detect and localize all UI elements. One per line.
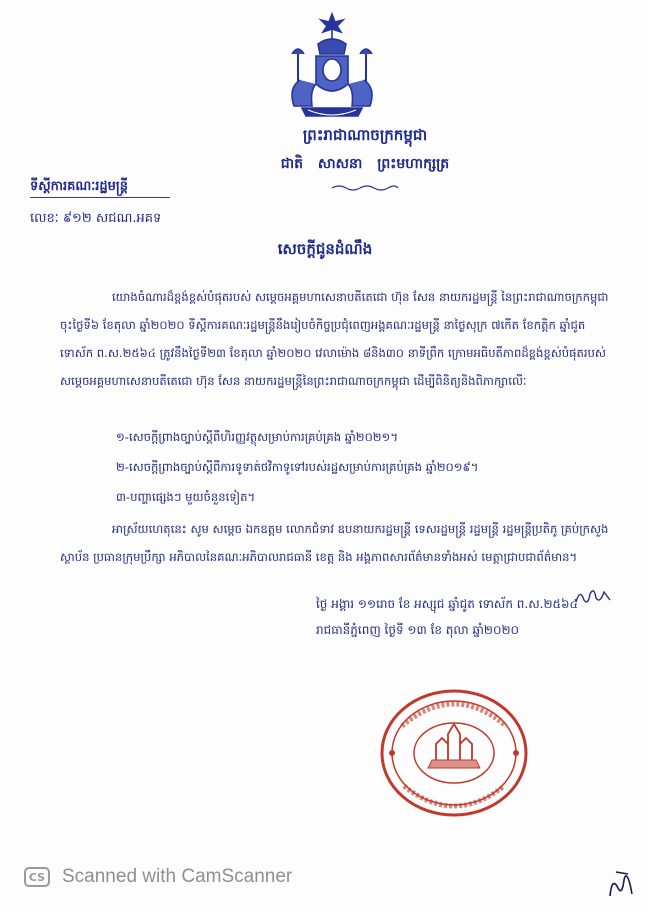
paragraph-text: យោងចំណារដ៏ខ្ពង់ខ្ពស់បំផុតរបស់ សម្តេចអគ្គមហាសេនាបតីតេជោ ហ៊ុន សែន នាយករដ្ឋមន្ត្រី នៃព្រះរាជាណាចក្រកម្ពុជា ចុះថ្ងៃទី៦ ខែតុលា ឆ្នាំ២០២០ ទីស្តីការគណៈរដ្ឋមន្ត្រីនឹងរៀបចំកិច្ចប្រជុំពេញអង្គគណៈរដ្ឋមន្ត្រី នាថ្ងៃសុក្រ ៧កើត ខែកត្តិក ឆ្នាំជូត ទោស័ក ព.ស.២៥៦៤ ត្រូវនឹងថ្ងៃទី២៣ ខែតុលា ឆ្នាំ២០២០ វេលាម៉ោង ៨និង៣០ នាទីព្រឹក ក្រោមអធិបតីភាពដ៏ខ្ពង់ខ្ពស់បំផុតរបស់ សម្តេចអគ្គមហាសេនាបតីតេជោ ហ៊ុន សែន នាយករដ្ឋមន្ត្រីនៃព្រះរាជាណាចក្រកម្ពុជា ដើម្បីពិនិត្យនិងពិភាក្សាលើៈ <box>60 290 609 388</box>
body-paragraph-2 <box>60 515 620 571</box>
scanner-watermark <box>24 866 292 888</box>
agenda-item: ២-សេចក្តីព្រាងច្បាប់ស្តីពីការទូទាត់ថវិកាទូទៅរបស់រដ្ឋសម្រាប់ការគ្រប់គ្រង ឆ្នាំ២០១៩។ <box>116 460 479 474</box>
national-motto: ជាតិ សាសនា ព្រះមហាក្សត្រ <box>280 156 450 172</box>
agenda-item: ១-សេចក្តីព្រាងច្បាប់ស្តីពីហិរញ្ញវត្ថុសម្រាប់ការគ្រប់គ្រង ឆ្នាំ២០២១។ <box>116 430 398 444</box>
issuing-office: ទីស្តីការគណៈរដ្ឋមន្ត្រី <box>30 179 128 194</box>
paragraph-text: អាស្រ័យហេតុនេះ សូម សម្តេច ឯកឧត្តម លោកជំទាវ ឧបនាយករដ្ឋមន្ត្រី ទេសរដ្ឋមន្ត្រី រដ្ឋមន្ត្រី រដ្ឋមន្ត្រីប្រតិភូ គ្រប់ក្រសួង ស្ថាប័ន ប្រធានក្រុមប្រឹក្សា អភិបាលនៃគណៈអភិបាលរាជធានី ខេត្ត និង អង្គភាពសារព័ត៌មានទាំងអស់ មេត្តាជ្រាបជាព័ត៌មាន។ <box>60 522 609 564</box>
reference-number: លេខៈ ៩១២ សជណ.អគទ <box>30 211 162 226</box>
scanner-text: Scanned with CamScanner <box>62 866 293 887</box>
agenda-list <box>116 422 636 512</box>
royal-arms-emblem-icon <box>278 10 386 122</box>
lunar-date: ថ្ងៃ អង្គារ ១១រោច ខែ អស្សុជ ឆ្នាំជូត ទោស័ក ព.ស.២៥៦៤ <box>316 597 579 611</box>
kingdom-name: ព្រះរាជាណាចក្រកម្ពុជា <box>302 126 428 144</box>
agenda-item: ៣-បញ្ហាផ្សេងៗ មួយចំនួនទៀត។ <box>116 490 256 504</box>
corner-signature-icon <box>606 866 636 900</box>
office-underline <box>30 197 170 198</box>
camscanner-logo: CS <box>24 867 50 887</box>
official-red-seal-icon <box>378 686 530 820</box>
document-title: សេចក្តីជូនដំណឹង <box>277 240 373 258</box>
place-and-date: រាជធានីភ្នំពេញ ថ្ងៃទី ១៣ ខែ តុលា ឆ្នាំ២០២០ <box>316 623 520 637</box>
handwritten-initials-icon <box>574 584 614 608</box>
ornament-divider-icon <box>330 184 400 192</box>
body-paragraph-1 <box>60 283 620 395</box>
